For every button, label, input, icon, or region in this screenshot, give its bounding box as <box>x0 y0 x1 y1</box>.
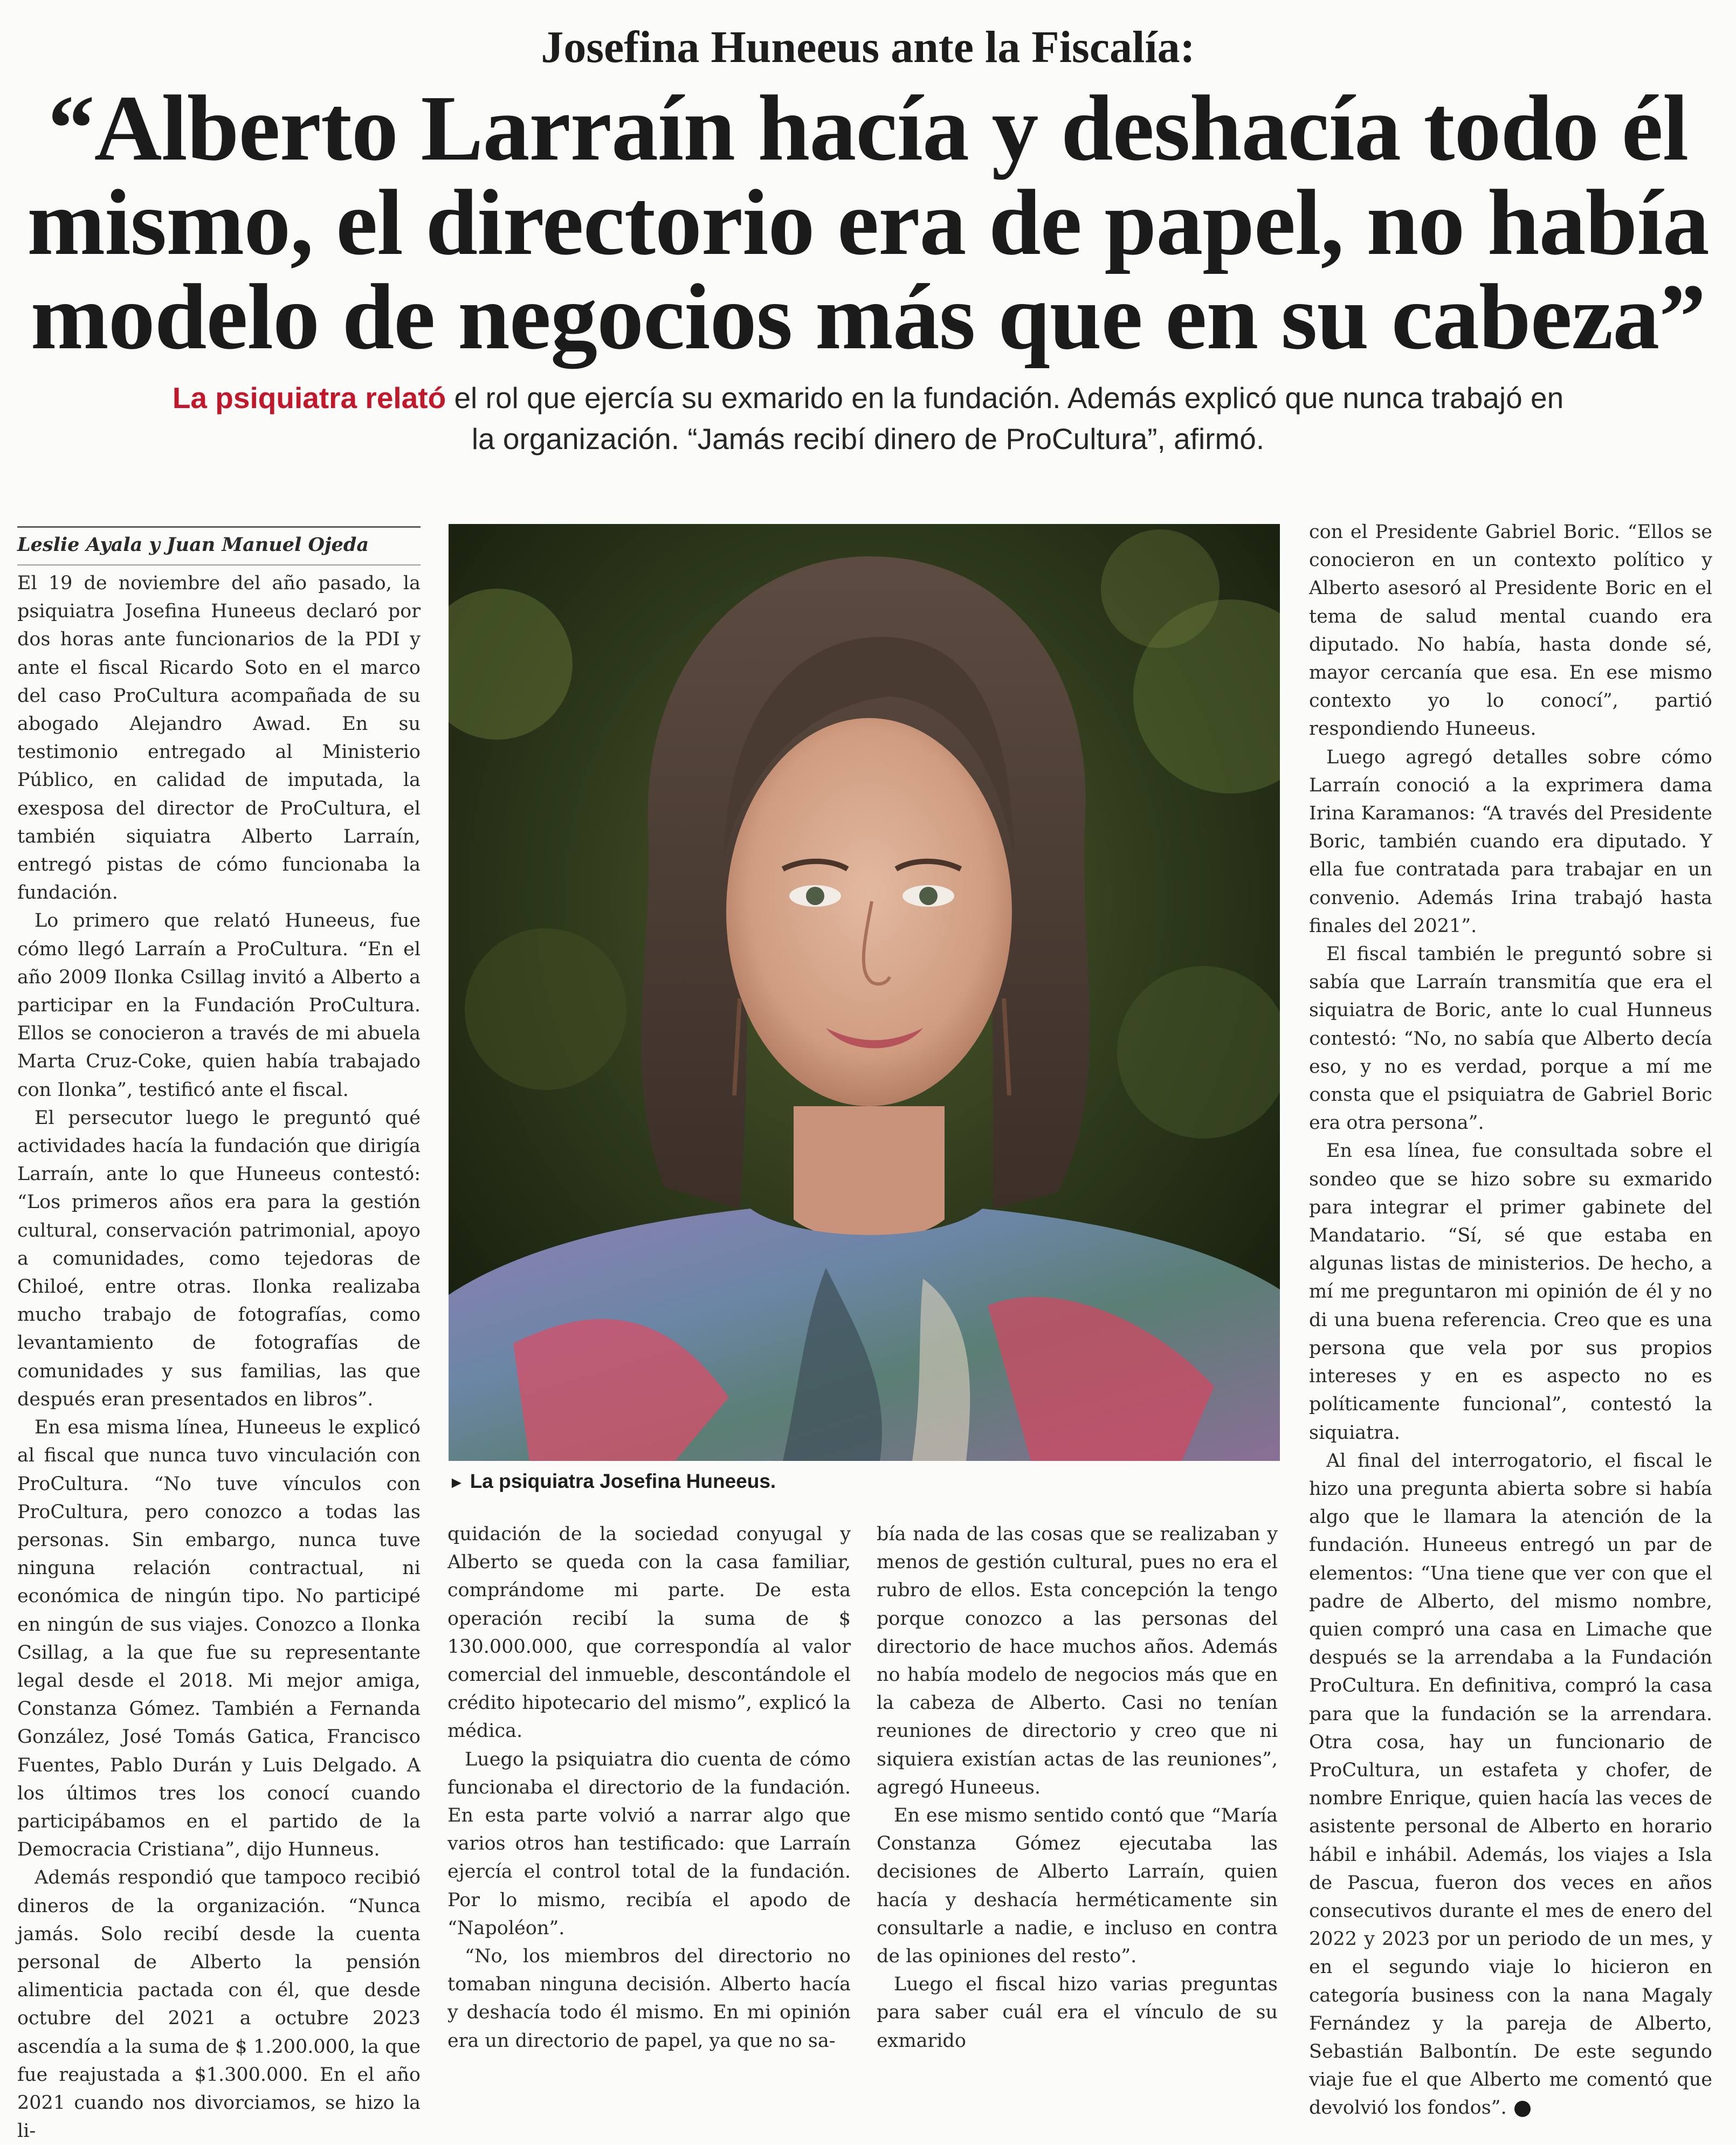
headline <box>19 76 1717 369</box>
paragraph: bía nada de las cosas que se realizaban y menos de gestión cultural, pues no era el rubro de ellos. Esta concepción la tengo porque conozco a las personas del directorio de hace muchos años. Además no había modelo de negocios más que en la cabeza de Alberto. Casi no tenían reuniones de directorio y creo que ni siquiera existían actas de las reuniones”, agregó Huneeus. <box>877 1523 1278 1798</box>
paragraph: El 19 de noviembre del año pasado, la psiquiatra Josefina Huneeus declaró por dos horas ante funcionarios de la PDI y ante el fiscal Ricardo Soto en el marco del caso ProCultura acompañada de su abogado Alejandro Awad. En su testimonio entregado al Ministerio Público, en calidad de imputada, la exesposa del director de ProCultura, el también siquiatra Alberto Larraín, entregó pistas de cómo funcionaba la fundación. <box>17 573 421 904</box>
paragraph: “No, los miembros del directorio no tomaban ninguna decisión. Alberto hacía y deshacía todo él mismo. En mi opinión era un directorio de papel, ya que no sa- <box>447 1946 851 2052</box>
paragraph: Luego el fiscal hizo varias preguntas para saber cuál era el vínculo de su exmarido <box>877 1974 1278 2052</box>
paragraph <box>1309 1447 1712 2122</box>
lead-paragraph <box>162 377 1574 459</box>
paragraph: En esa misma línea, Huneeus le explicó al fiscal que nunca tuvo vinculación con ProCultura. “No tuve vínculos con ProCultura, pero conozco a todas las personas. Sin embargo, nunca tuve ninguna relación contractual, ni económica de ningún tipo. No participé en ningún de sus viajes. Conozco a Ilonka Csillag, a la que fue su representante legal desde el 2018. Mi mejor amiga, Constanza Gómez. También a Fernanda González, José Tomás Gatica, Francisco Fuentes, Pablo Durán y Luis Delgado. A los últimos tres los conocí cuando participábamos en el partido de la Democracia Cristiana”, dijo Hunneus. <box>17 1417 421 1861</box>
paragraph: El persecutor luego le preguntó qué actividades hacía la fundación que dirigía Larraín, ante lo que Huneeus contestó: “Los primeros años era para la gestión cultural, conservación patrimonial, apoyo a comunidades, como tejedoras de Chiloé, entre otras. Ilonka realizaba mucho trabajo de fotografías, como levantamiento de fotografías de comunidades y sus familias, las que después eran presentados en libros”. <box>17 1107 421 1410</box>
lead-highlight: La psiquiatra relató <box>172 381 446 415</box>
headline-line-3: modelo de negocios más que en su cabeza” <box>30 265 1706 369</box>
caption-text: La psiquiatra Josefina Huneeus. <box>470 1470 776 1492</box>
final-paragraph-text: Al final del interrogatorio, el fiscal le hizo una pregunta abierta sobre si había algo que le llamara la atención de la fundación. Huneeus entregó un par de elementos: “Una tiene que ver con que el padre de Alberto, del mismo nombre, quien compró una casa en Limache que después se la arrendaba a la Fundación ProCultura. En definitiva, compró la casa para que la fundación se la arrendara. Otra cosa, hay un funcionario de ProCultura, un estafeta y chofer, de nombre Enrique, quien hacía las veces de asistente personal de Alberto en horario hábil e inhábil. Además, los viajes a Isla de Pascua, fueron dos veces en años consecutivos durante el mes de enero del 2022 y 2023 por un periodo de un mes, y en el segundo viaje lo hicieron en categoría business con la nana Magaly Fernández y la pareja de Alberto, Sebastián Balbontín. De este segundo viaje fue el que Alberto me comentó que devolvió los fondos”. <box>1309 1450 1712 2119</box>
paragraph: quidación de la sociedad conyugal y Alberto se queda con la casa familiar, comprándome mi parte. De esta operación recibí la suma de $ 130.000.000, que correspondía al valor comercial del inmueble, descontándole el crédito hipotecario del mismo”, explicó la médica. <box>447 1523 851 1742</box>
paragraph: En ese mismo sentido contó que “María Constanza Gómez ejecutaba las decisiones de Alberto Larraín, quien hacía y deshacía herméticamente sin consultarle a nadie, e incluso en contra de las opiniones del resto”. <box>877 1805 1278 1968</box>
paragraph: Además respondió que tampoco recibió dineros de la organización. “Nunca jamás. Solo recibí desde la cuenta personal de Alberto la pensión alimenticia pactada con él, que desde octubre del 2021 a octubre 2023 ascendía a la suma de $ 1.200.000, la que fue reajustada a $1.300.000. En el año 2021 cuando nos divorciamos, se hizo la li- <box>17 1867 421 2142</box>
paragraph: Luego agregó detalles sobre cómo Larraín conoció a la exprimera dama Irina Karamanos: “A través del Presidente Boric, también cuando era diputado. Y ella fue contratada para trabajar en un convenio. Además Irina trabajó hasta finales del 2021”. <box>1309 746 1712 937</box>
article-column-2 <box>447 1520 851 2055</box>
portrait-photo <box>449 524 1280 1461</box>
paragraph: con el Presidente Gabriel Boric. “Ellos se conocieron en un contexto político y Alberto asesoró al Presidente Boric en el tema de salud mental cuando era diputado. No había, hasta donde sé, mayor cercanía que esa. En ese mismo contexto yo lo conocí”, partió respondiendo Huneeus. <box>1309 521 1712 740</box>
paragraph: El fiscal también le preguntó sobre si sabía que Larraín transmitía que era el siquiatra de Boric, ante lo cual Hunneus contestó: “No, no sabía que Alberto decía eso, y no es verdad, porque a mí me consta que el psiquiatra de Gabriel Boric era otra persona”. <box>1309 943 1712 1134</box>
article-column-1 <box>17 569 421 2145</box>
paragraph: Luego la psiquiatra dio cuenta de cómo funcionaba el directorio de la fundación. En esta parte volvió a narrar algo que varios otros han testificado: que Larraín ejercía el control total de la fundación. Por lo mismo, recibía el apodo de “Napoléon”. <box>447 1748 851 1939</box>
paragraph: Lo primero que relató Huneeus, fue cómo llegó Larraín a ProCultura. “En el año 2009 Ilonka Csillag invitó a Alberto a participar en la Fundación ProCultura. Ellos se conocieron a través de mi abuela Marta Cruz-Coke, quien había trabajado con Ilonka”, testificó ante el fiscal. <box>17 910 421 1101</box>
headline-line-2: mismo, el directorio era de papel, no había <box>27 170 1709 274</box>
end-of-article-icon <box>1514 2101 1531 2117</box>
photo-caption <box>449 1466 1280 1499</box>
caption-marker-icon: ► <box>449 1474 465 1492</box>
byline: Leslie Ayala y Juan Manuel Ojeda <box>17 526 421 565</box>
kicker: Josefina Huneeus ante la Fiscalía: <box>541 22 1195 72</box>
lead-text: el rol que ejercía su exmarido en la fundación. Además explicó que nunca trabajó en la organización. “Jamás recibí dinero de ProCultura”, afirmó. <box>446 381 1564 456</box>
article-column-3 <box>877 1520 1278 2055</box>
article-column-4 <box>1309 518 1712 2122</box>
headline-line-1: “Alberto Larraín hacía y deshacía todo él <box>47 76 1689 180</box>
paragraph: En esa línea, fue consultada sobre el sondeo que se hizo sobre su exmarido para integrar el primer gabinete del Mandatario. “Sí, sé que estaba en algunas listas de ministerios. De hecho, a mí me preguntaron mi opinión de él y no di una buena referencia. Creo que es una persona que vela por sus propios intereses y en es aspecto no es políticamente funcional”, contestó la siquiatra. <box>1309 1140 1712 1444</box>
